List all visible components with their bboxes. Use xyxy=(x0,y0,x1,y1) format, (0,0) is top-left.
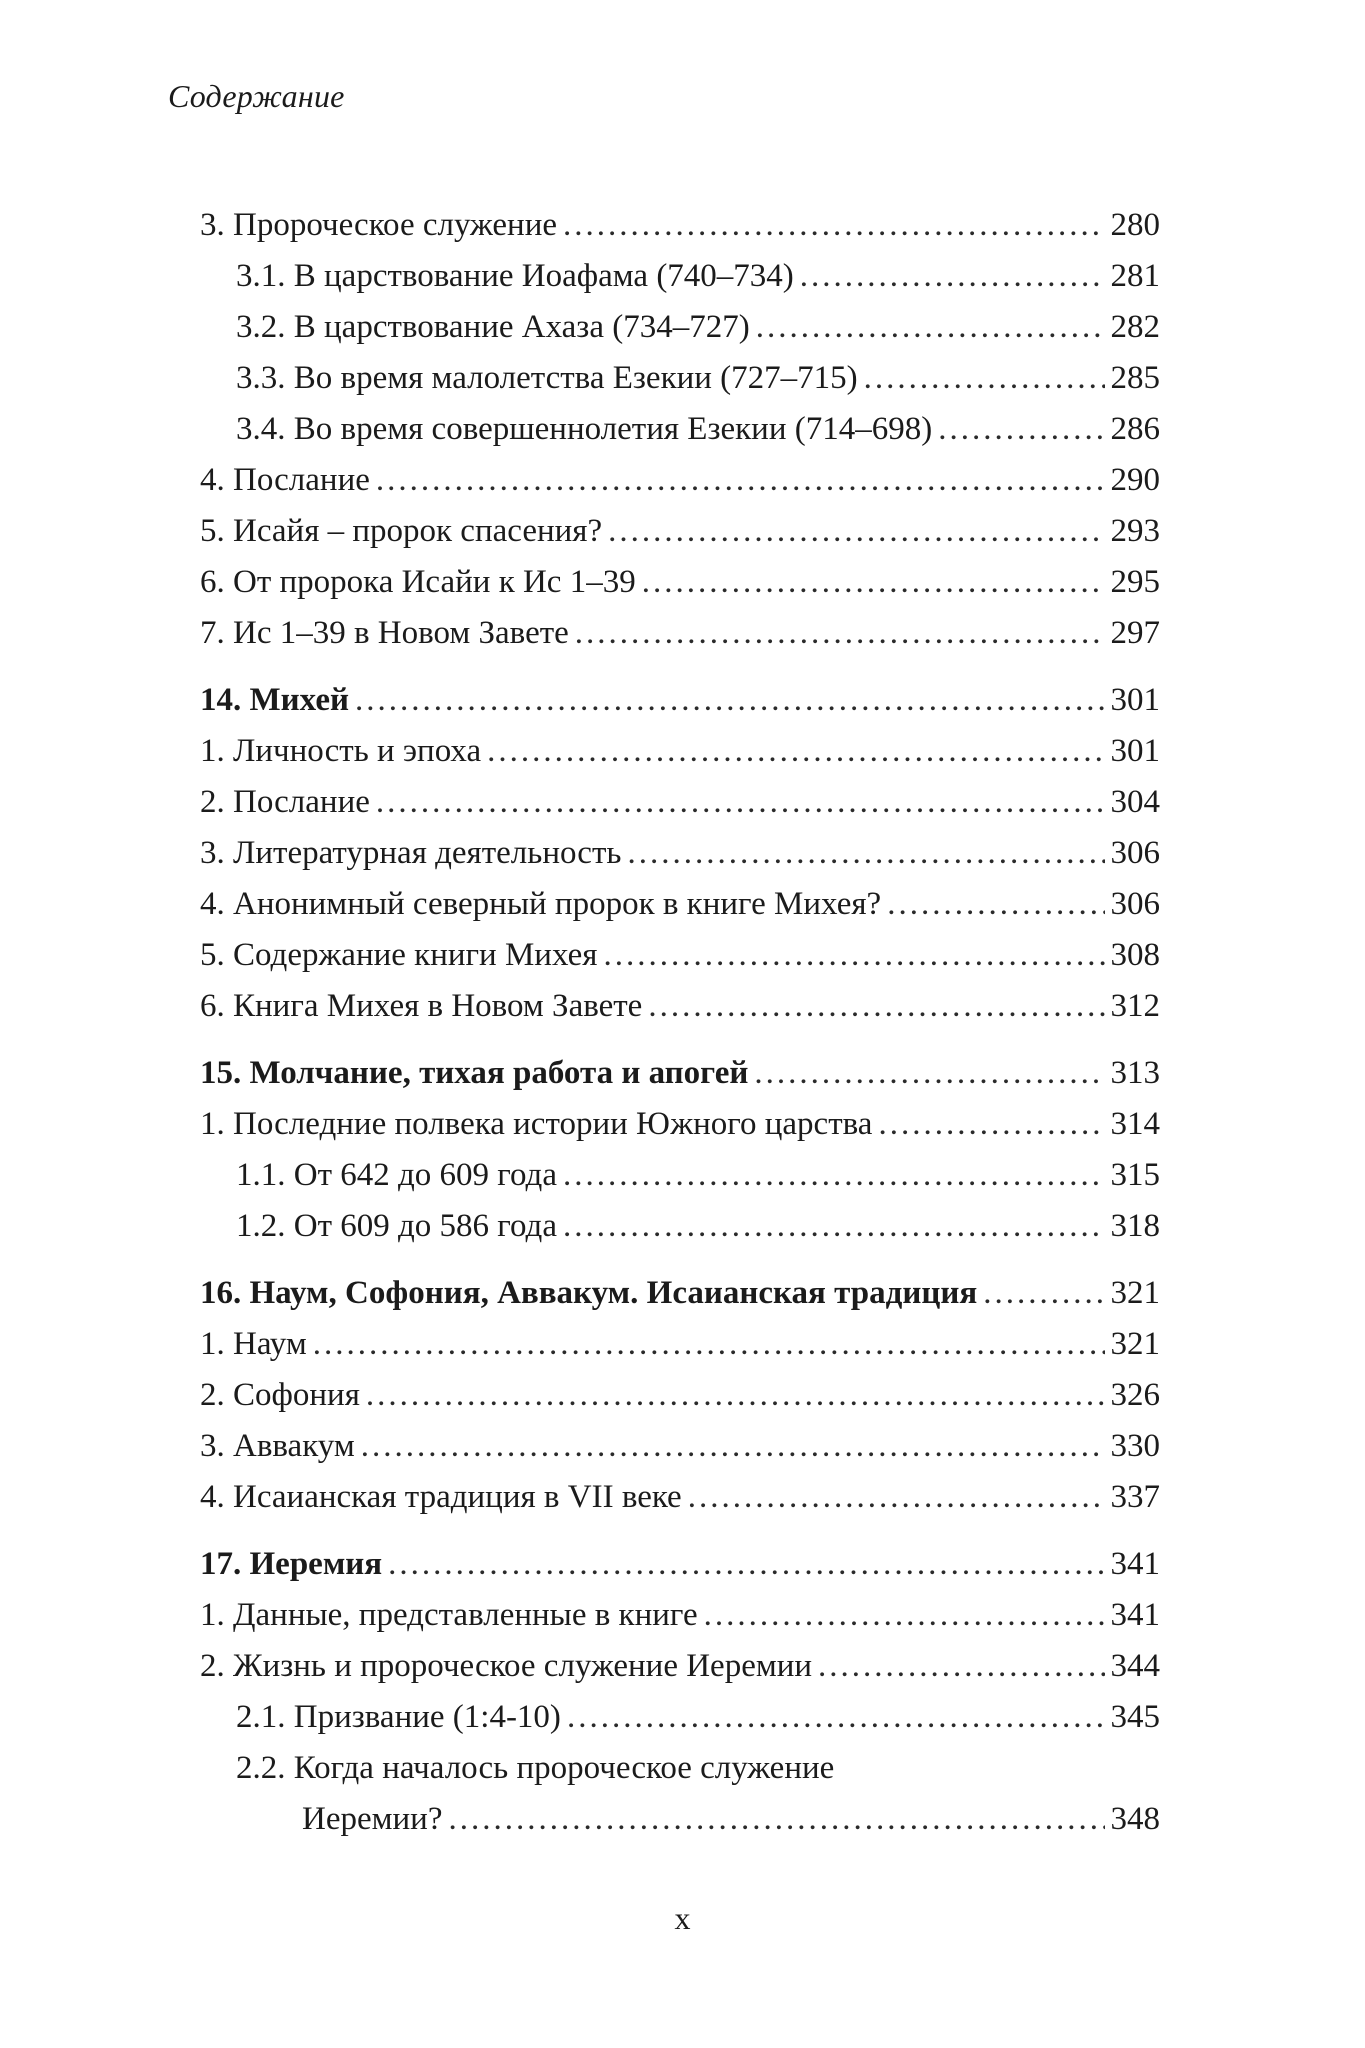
toc-entry[interactable] xyxy=(200,726,1160,777)
leader-dots xyxy=(704,1590,1105,1641)
toc-page-number: 341 xyxy=(1110,1546,1160,1582)
toc-entry-title: 1. Наум xyxy=(200,1326,307,1362)
leader-dots xyxy=(563,1150,1105,1201)
toc-entry[interactable] xyxy=(200,1150,1160,1201)
leader-dots xyxy=(756,302,1105,353)
toc-entry-title: 3. Литературная деятельность xyxy=(200,835,622,871)
toc-page-number: 312 xyxy=(1110,988,1160,1024)
toc-entry-title: 5. Исайя – пророк спасения? xyxy=(200,513,603,549)
leader-dots xyxy=(603,930,1104,981)
toc-chapter-title: 14. Михей xyxy=(200,682,349,718)
leader-dots xyxy=(388,1539,1104,1590)
toc-entry[interactable] xyxy=(200,455,1160,506)
toc-page-number: 341 xyxy=(1110,1597,1160,1633)
toc-page-number: 345 xyxy=(1110,1699,1160,1735)
leader-dots xyxy=(688,1472,1105,1523)
toc-page-number: 286 xyxy=(1110,411,1160,447)
toc-page-number: 282 xyxy=(1110,309,1160,345)
leader-dots xyxy=(366,1370,1105,1421)
toc-entry-title: 7. Ис 1–39 в Новом Завете xyxy=(200,615,569,651)
leader-dots xyxy=(487,726,1104,777)
toc-page-number: 295 xyxy=(1110,564,1160,600)
toc-entry[interactable] xyxy=(200,200,1160,251)
leader-dots xyxy=(648,981,1104,1032)
toc-entry[interactable] xyxy=(200,1641,1160,1692)
toc-entry-title: 1. Последние полвека истории Южного царства xyxy=(200,1106,873,1142)
toc-entry-title: 6. От пророка Исайи к Ис 1–39 xyxy=(200,564,636,600)
leader-dots xyxy=(983,1268,1104,1319)
toc-entry-title: 4. Послание xyxy=(200,462,370,498)
toc-chapter-title: 16. Наум, Софония, Аввакум. Исаианская традиция xyxy=(200,1275,978,1311)
toc-chapter-entry[interactable] xyxy=(200,1539,1160,1590)
toc-entry[interactable] xyxy=(200,1590,1160,1641)
toc-entry[interactable] xyxy=(200,1099,1160,1150)
toc-entry-title: 2. Жизнь и пророческое служение Иеремии xyxy=(200,1648,813,1684)
leader-dots xyxy=(361,1421,1105,1472)
leader-dots xyxy=(818,1641,1104,1692)
toc-entry[interactable] xyxy=(200,557,1160,608)
toc-entry-title: 5. Содержание книги Михея xyxy=(200,937,598,973)
toc-page-number: 301 xyxy=(1110,733,1160,769)
toc-entry[interactable] xyxy=(200,404,1160,455)
toc-entry-title: 2.1. Призвание (1:4-10) xyxy=(236,1699,561,1735)
leader-dots xyxy=(563,1201,1105,1252)
toc-entry-title: 3.1. В царствование Иоафама (740–734) xyxy=(236,258,794,294)
toc-entry[interactable] xyxy=(200,1201,1160,1252)
leader-dots xyxy=(642,557,1105,608)
toc-entry[interactable] xyxy=(200,608,1160,659)
leader-dots xyxy=(608,506,1104,557)
toc-entry-title: 3.3. Во время малолетства Езекии (727–715) xyxy=(236,360,858,396)
leader-dots xyxy=(627,828,1104,879)
toc-chapter-entry[interactable] xyxy=(200,675,1160,726)
leader-dots xyxy=(563,200,1104,251)
running-head: Содержание xyxy=(168,78,345,114)
toc-page-number: 290 xyxy=(1110,462,1160,498)
toc-page-number: 285 xyxy=(1110,360,1160,396)
toc-page-number: 326 xyxy=(1110,1377,1160,1413)
toc-page-number: 304 xyxy=(1110,784,1160,820)
toc-page-number: 281 xyxy=(1110,258,1160,294)
toc-entry[interactable] xyxy=(200,930,1160,981)
toc-entry[interactable] xyxy=(200,1743,1160,1845)
toc-entry[interactable] xyxy=(200,879,1160,930)
toc-chapter-title: 17. Иеремия xyxy=(200,1546,383,1582)
toc-chapter-title: 15. Молчание, тихая работа и апогей xyxy=(200,1055,749,1091)
toc-chapter-entry[interactable] xyxy=(200,1268,1160,1319)
leader-dots xyxy=(376,777,1105,828)
toc-page-number: 348 xyxy=(1110,1801,1160,1837)
toc-entry-title: 3.4. Во время совершеннолетия Езекии (714–698) xyxy=(236,411,933,447)
toc-page-number: 306 xyxy=(1110,886,1160,922)
toc-page-number: 308 xyxy=(1110,937,1160,973)
toc-entry-title: 3. Аввакум xyxy=(200,1428,355,1464)
toc-entry-title: 1. Данные, представленные в книге xyxy=(200,1597,698,1633)
toc-entry-title: 1.2. От 609 до 586 года xyxy=(236,1208,557,1244)
leader-dots xyxy=(355,675,1105,726)
toc-page-number: 313 xyxy=(1110,1055,1160,1091)
toc-page-number: 314 xyxy=(1110,1106,1160,1142)
toc-page-number: 315 xyxy=(1110,1157,1160,1193)
toc-entry[interactable] xyxy=(200,1319,1160,1370)
toc-entry-title-continued: Иеремии? xyxy=(302,1801,443,1837)
toc-entry-title: 3.2. В царствование Ахаза (734–727) xyxy=(236,309,750,345)
toc-entry-title: 4. Исаианская традиция в VII веке xyxy=(200,1479,682,1515)
leader-dots xyxy=(754,1048,1104,1099)
toc-page-number: 293 xyxy=(1110,513,1160,549)
toc-chapter-entry[interactable] xyxy=(200,1048,1160,1099)
toc-page-number: 321 xyxy=(1110,1275,1160,1311)
toc-entry-title: 2. Послание xyxy=(200,784,370,820)
toc-entry[interactable] xyxy=(200,353,1160,404)
leader-dots xyxy=(878,1099,1104,1150)
toc-page-number: 330 xyxy=(1110,1428,1160,1464)
toc-entry[interactable] xyxy=(200,777,1160,828)
toc-entry[interactable] xyxy=(200,1692,1160,1743)
leader-dots xyxy=(887,879,1104,930)
toc-page-number: 318 xyxy=(1110,1208,1160,1244)
toc-entry-title: 3. Пророческое служение xyxy=(200,207,558,243)
toc-entry-title: 1.1. От 642 до 609 года xyxy=(236,1157,557,1193)
page-folio: x xyxy=(674,1900,691,1936)
leader-dots xyxy=(448,1794,1104,1845)
toc-page-number: 306 xyxy=(1110,835,1160,871)
leader-dots xyxy=(567,1692,1105,1743)
leader-dots xyxy=(575,608,1105,659)
leader-dots xyxy=(938,404,1104,455)
toc-entry[interactable] xyxy=(200,506,1160,557)
toc-page-number: 280 xyxy=(1110,207,1160,243)
toc-entry-title: 4. Анонимный северный пророк в книге Михея? xyxy=(200,886,882,922)
leader-dots xyxy=(376,455,1105,506)
toc-entry[interactable] xyxy=(200,1421,1160,1472)
toc-page-number: 301 xyxy=(1110,682,1160,718)
leader-dots xyxy=(800,251,1105,302)
toc-entry[interactable] xyxy=(200,1472,1160,1523)
leader-dots xyxy=(864,353,1105,404)
toc-page-number: 321 xyxy=(1110,1326,1160,1362)
toc-page-number: 337 xyxy=(1110,1479,1160,1515)
toc-entry-title: 6. Книга Михея в Новом Завете xyxy=(200,988,643,1024)
toc-entry[interactable] xyxy=(200,251,1160,302)
toc-page-number: 344 xyxy=(1110,1648,1160,1684)
toc-entry[interactable] xyxy=(200,981,1160,1032)
toc-entry[interactable] xyxy=(200,828,1160,879)
toc-entry[interactable] xyxy=(200,1370,1160,1421)
toc-entry-title: 2. Софония xyxy=(200,1377,360,1413)
toc-entry[interactable] xyxy=(200,302,1160,353)
toc-page-number: 297 xyxy=(1110,615,1160,651)
leader-dots xyxy=(313,1319,1105,1370)
toc-entry-title: 2.2. Когда началось пророческое служение xyxy=(236,1750,835,1786)
toc-entry-title: 1. Личность и эпоха xyxy=(200,733,482,769)
table-of-contents xyxy=(200,200,1160,1845)
